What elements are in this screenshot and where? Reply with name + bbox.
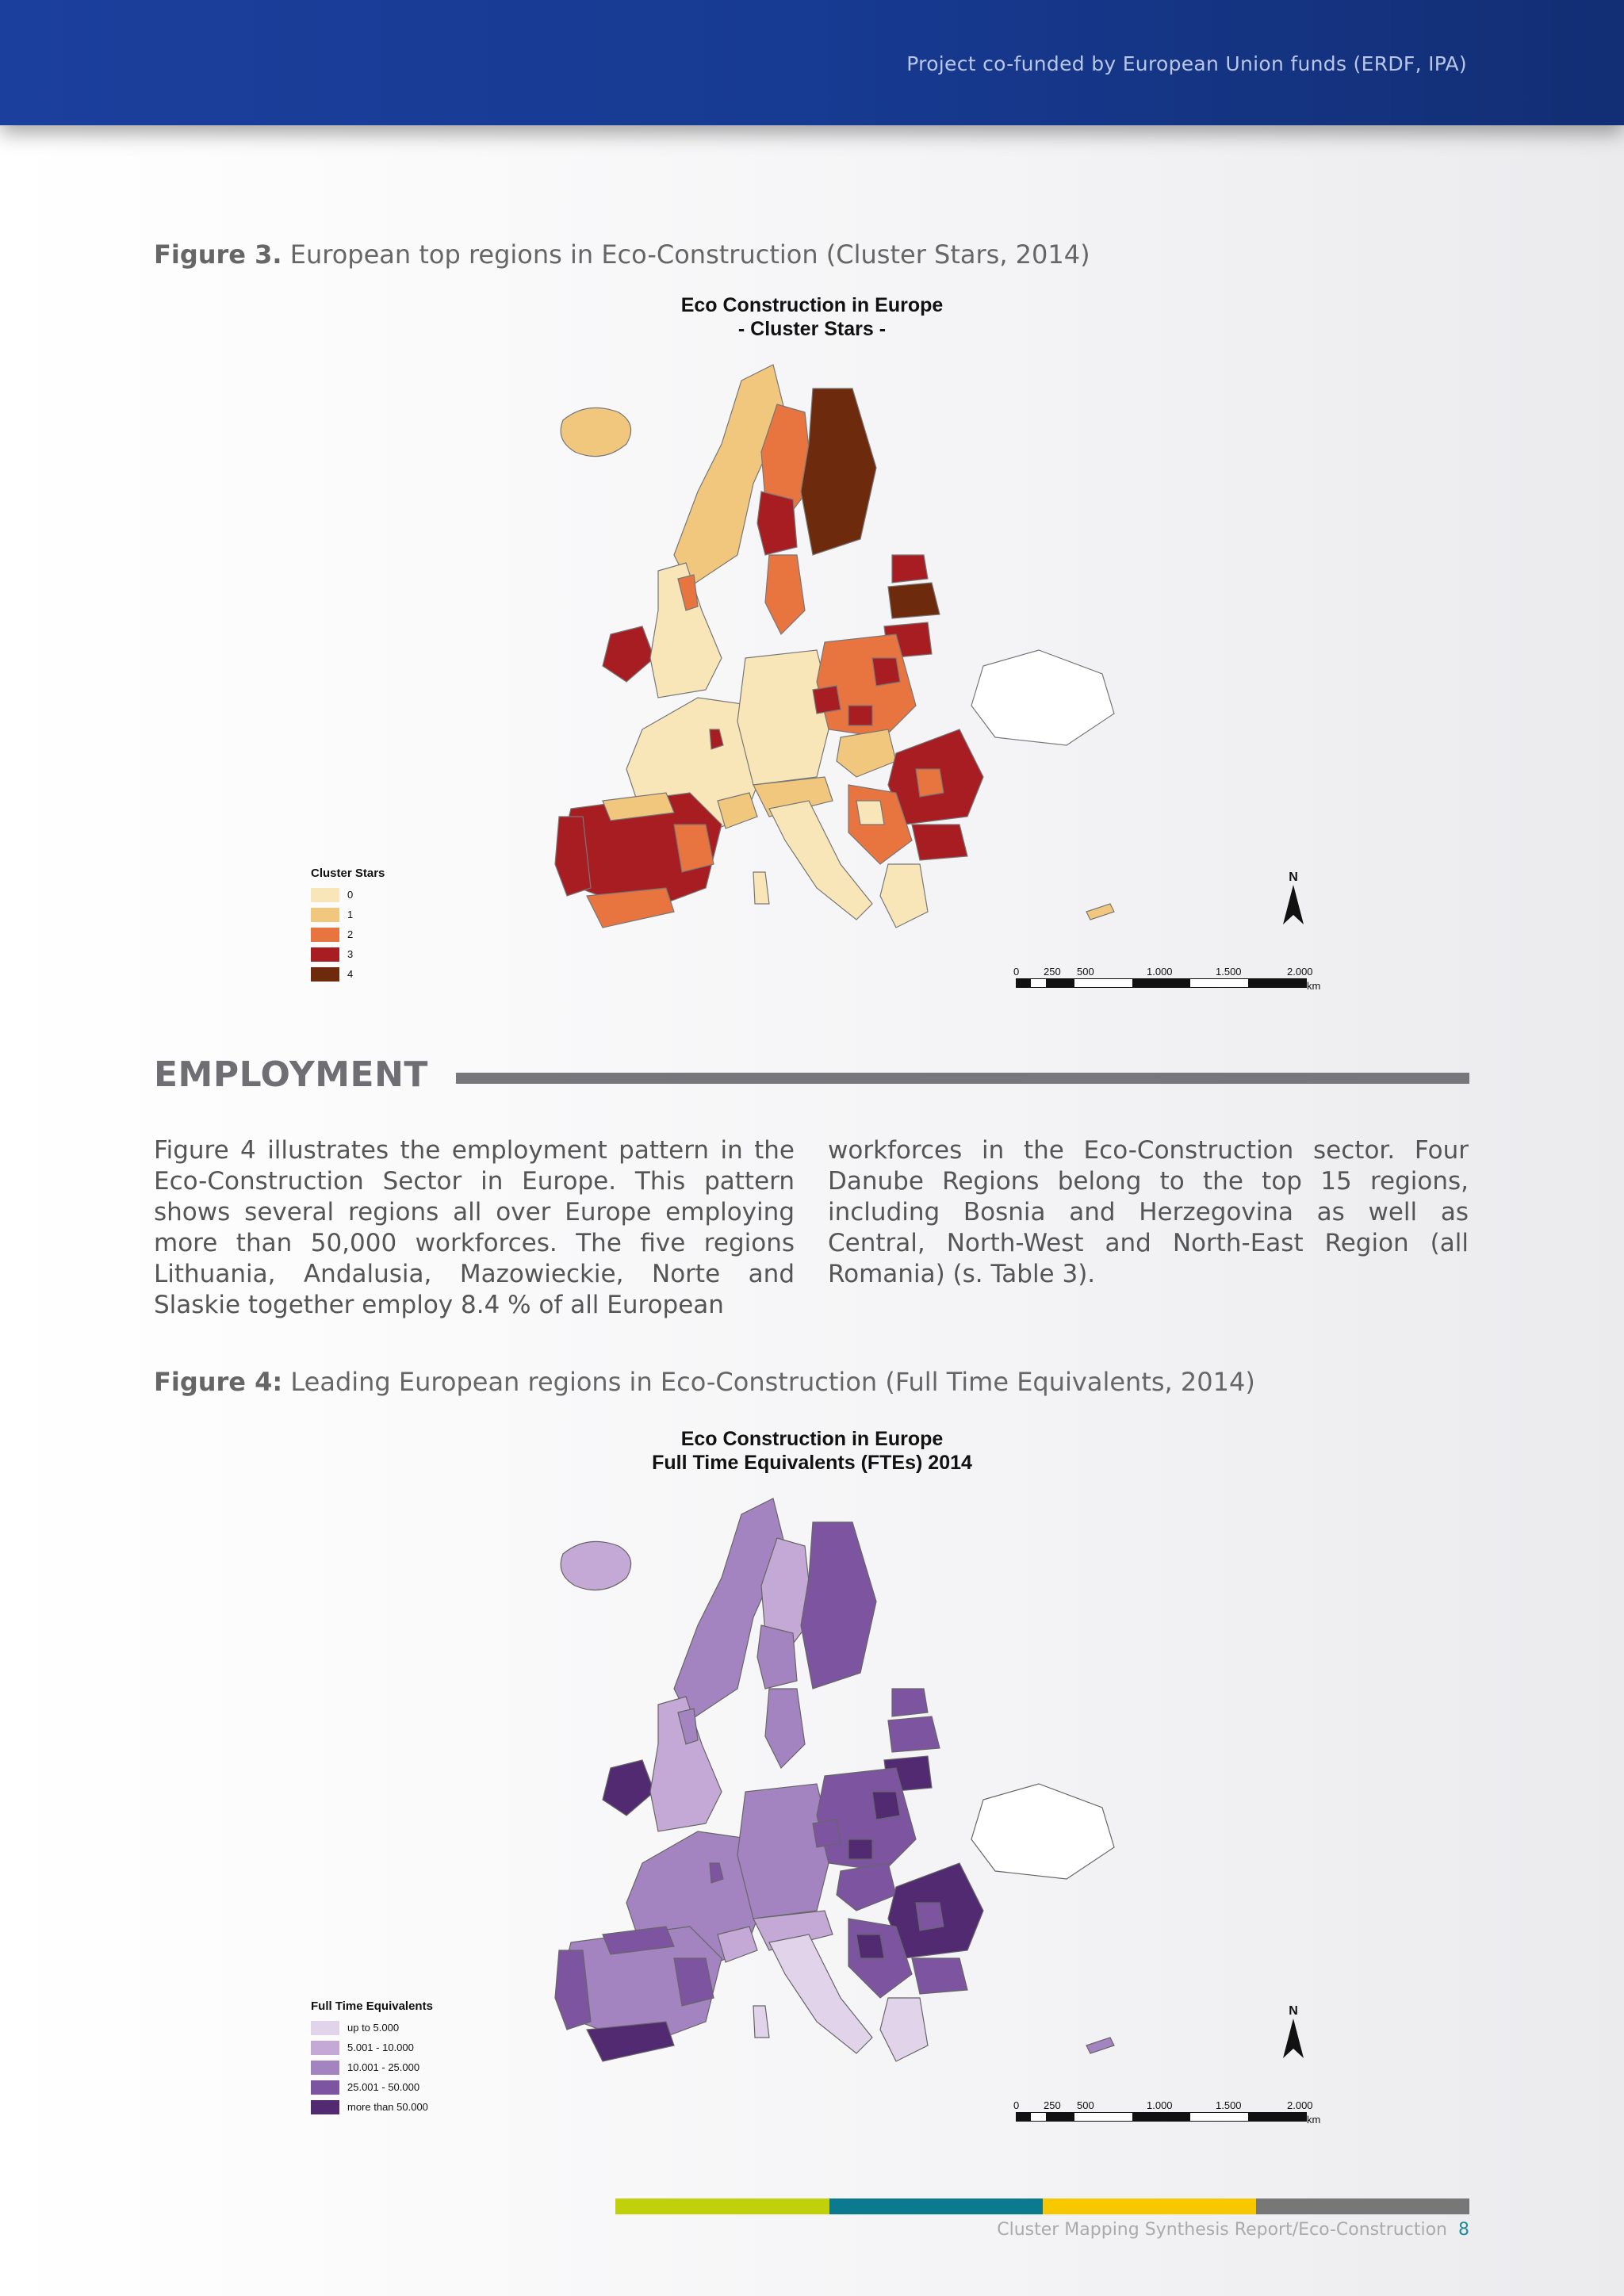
region-latvia [888, 583, 940, 618]
footer [997, 2220, 1469, 2240]
section-title-employment: EMPLOYMENT [154, 1054, 428, 1095]
region-iceland [561, 408, 630, 456]
legend-swatch [311, 2080, 339, 2095]
footer-bar-yellow [1043, 2198, 1256, 2214]
region-poland-silesia [848, 1839, 872, 1859]
figure4-label: Figure 4: [154, 1367, 283, 1397]
region-poland-masovia [872, 1792, 900, 1820]
legend-swatch [311, 2061, 339, 2075]
region-greece [880, 1998, 928, 2061]
section-rule [456, 1073, 1469, 1084]
region-ukraine-outline [971, 650, 1114, 745]
figure4-legend [311, 1999, 433, 2117]
legend-item: 5.001 - 10.000 [311, 2038, 433, 2057]
figure3-label: Figure 3. [154, 239, 282, 270]
footer-bar-teal [829, 2198, 1043, 2214]
figure3-caption-text: European top regions in Eco-Construction (Cluster Stars, 2014) [282, 239, 1090, 270]
legend-swatch [311, 947, 339, 962]
figure3-map-title [0, 293, 1624, 341]
region-cyprus [1086, 904, 1114, 920]
footer-bar-green [615, 2198, 829, 2214]
region-germany [737, 650, 833, 785]
region-sweden-mid [757, 492, 797, 555]
body-column-2: workforces in the Eco-Construction sector. Four Danube Regions belong to the top 15 regions, including Bosnia and Herzegovina as well as Central, North-West and North-East Region (all Romania) (s. Table 3). [828, 1136, 1469, 1288]
legend-item: 1 [311, 905, 385, 924]
region-sardinia [753, 2006, 769, 2038]
legend-item: up to 5.000 [311, 2018, 433, 2038]
figure3-legend [311, 867, 385, 984]
page-header [0, 0, 1624, 125]
footer-report-title: Cluster Mapping Synthesis Report/Eco-Construction [997, 2220, 1447, 2240]
funding-note: Project co-funded by European Union funds (ERDF, IPA) [906, 52, 1467, 75]
legend-swatch [311, 888, 339, 902]
region-greece [880, 864, 928, 928]
figure3-legend-title: Cluster Stars [311, 867, 385, 880]
region-sardinia [753, 872, 769, 904]
figure3-map-title-line1: Eco Construction in Europe [680, 294, 944, 316]
legend-item: 3 [311, 944, 385, 964]
region-sweden-mid [757, 1625, 797, 1689]
region-finland [801, 388, 876, 555]
legend-item: 10.001 - 25.000 [311, 2057, 433, 2077]
region-cyprus [1086, 2038, 1114, 2053]
region-germany [737, 1784, 833, 1919]
north-arrow-icon: N [1281, 871, 1305, 927]
region-estonia [892, 555, 928, 583]
figure4-map-title-line2: Full Time Equivalents (FTEs) 2014 [652, 1452, 972, 1474]
figure3-scale-bar: 0 250 500 1.000 1.500 2.000 km [1013, 966, 1321, 992]
region-czech [813, 1820, 841, 1847]
legend-item: 4 [311, 964, 385, 984]
figure4-europe-map [539, 1490, 1126, 2093]
region-romania-central [916, 769, 944, 797]
region-hungary [837, 1863, 896, 1911]
region-czech [813, 686, 841, 714]
region-latvia [888, 1716, 940, 1752]
legend-swatch [311, 967, 339, 982]
figure4-legend-title: Full Time Equivalents [311, 1999, 433, 2013]
legend-swatch [311, 928, 339, 942]
region-poland-silesia [848, 706, 872, 725]
region-hungary [837, 729, 896, 777]
region-estonia [892, 1689, 928, 1716]
region-bulgaria [912, 825, 967, 860]
region-ireland [603, 1760, 654, 1816]
legend-swatch [311, 2021, 339, 2035]
figure3-caption [154, 239, 1090, 270]
north-arrow-icon: N [1281, 2004, 1305, 2061]
legend-item: more than 50.000 [311, 2097, 433, 2117]
figure4-caption [154, 1367, 1255, 1397]
figure4-scale-bar: 0 250 500 1.000 1.500 2.000 km [1013, 2099, 1321, 2126]
figure3-europe-map [539, 357, 1126, 959]
figure4-map-title-line1: Eco Construction in Europe [680, 1428, 944, 1450]
region-finland [801, 1522, 876, 1689]
region-romania-central [916, 1903, 944, 1931]
region-bulgaria [912, 1958, 967, 1994]
legend-item: 25.001 - 50.000 [311, 2077, 433, 2097]
legend-swatch [311, 2100, 339, 2114]
region-ukraine-outline [971, 1784, 1114, 1879]
legend-item: 0 [311, 885, 385, 905]
footer-bar-gray [1256, 2198, 1469, 2214]
page-number: 8 [1458, 2220, 1469, 2240]
region-sweden-south [765, 1689, 805, 1768]
region-bosnia [856, 1934, 884, 1958]
region-poland-masovia [872, 658, 900, 686]
region-bosnia [856, 801, 884, 825]
figure4-caption-text: Leading European regions in Eco-Construction (Full Time Equivalents, 2014) [282, 1367, 1255, 1397]
legend-item: 2 [311, 924, 385, 944]
body-column-1: Figure 4 illustrates the employment pattern in the Eco-Construction Sector in Europe. This pattern shows several regions all over Europe employing more than 50,000 workforces. The five regions Lithuania, Andalusia, Mazowieckie, Norte and Slaskie together employ 8.4 % of all European [154, 1136, 795, 1319]
region-ireland [603, 626, 654, 682]
figure4-map-title [0, 1427, 1624, 1475]
legend-swatch [311, 908, 339, 922]
figure3-map-title-line2: - Cluster Stars - [737, 318, 887, 340]
region-sweden-south [765, 555, 805, 634]
region-iceland [561, 1541, 630, 1590]
legend-swatch [311, 2041, 339, 2055]
